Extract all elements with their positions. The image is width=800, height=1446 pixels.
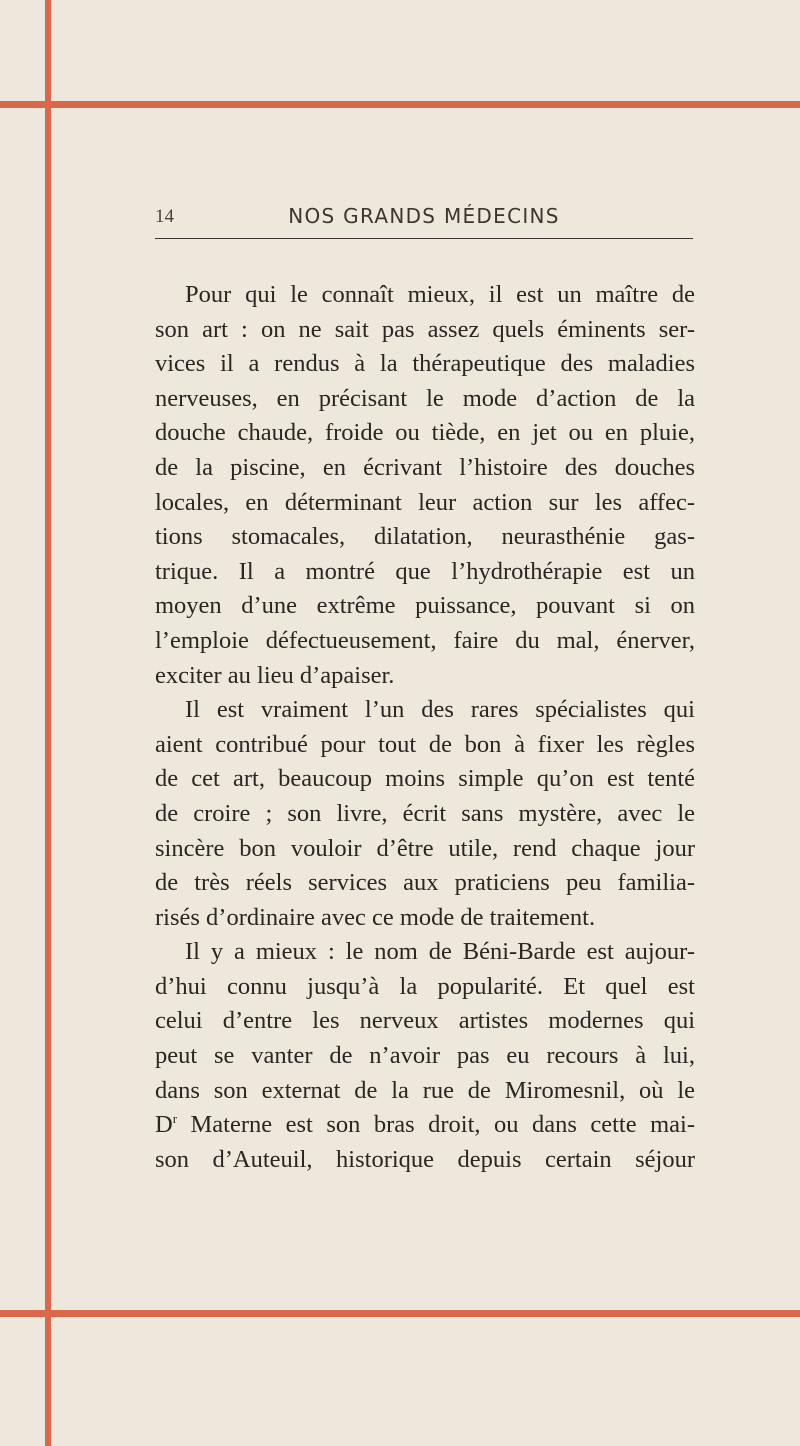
text-line: son d’Auteuil, historique depuis certain séjour — [155, 1145, 695, 1173]
bottom-margin-rule — [0, 1310, 800, 1317]
text-line: celui d’entre les nerveux artistes modernes qui — [155, 1007, 695, 1035]
text-line: d’hui connu jusqu’à la popularité. Et quel est — [155, 972, 695, 1000]
text-line: tions stomacales, dilatation, neurasthénie gas- — [155, 523, 695, 551]
text-line: nerveuses, en précisant le mode d’action de la — [155, 384, 695, 412]
text-dr-superscript: r — [172, 1111, 178, 1127]
text-line: de croire ; son livre, écrit sans mystère, avec le — [155, 799, 695, 827]
text-line: son art : on ne sait pas assez quels éminents ser- — [155, 315, 695, 343]
text-line: aient contribué pour tout de bon à fixer les règles — [155, 730, 695, 758]
page-number: 14 — [155, 206, 174, 227]
text-line: de la piscine, en écrivant l’histoire des douches — [155, 453, 695, 481]
text-line: risés d’ordinaire avec ce mode de traitement. — [155, 903, 596, 931]
text-line: moyen d’une extrême puissance, pouvant si on — [155, 592, 695, 620]
vertical-margin-rule — [45, 0, 51, 1446]
text-line: locales, en déterminant leur action sur les affec- — [155, 488, 695, 516]
text-line: vices il a rendus à la thérapeutique des maladies — [155, 350, 695, 378]
text-line: trique. Il a montré que l’hydrothérapie est un — [155, 557, 695, 585]
text-line: Il y a mieux : le nom de Béni-Barde est aujour- — [185, 938, 695, 966]
body-text — [155, 278, 695, 1177]
text-line: exciter au lieu d’apaiser. — [155, 661, 395, 689]
text-line: sincère bon vouloir d’être utile, rend chaque jour — [155, 834, 695, 862]
text-line: douche chaude, froide ou tiède, en jet ou en pluie, — [155, 419, 695, 447]
text-dr-prefix: D — [155, 1111, 173, 1139]
top-margin-rule — [0, 101, 800, 108]
text-line-rest: Materne est son bras droit, ou dans cette mai- — [177, 1111, 695, 1139]
text-line: peut se vanter de n’avoir pas eu recours à lui, — [155, 1042, 695, 1070]
text-line — [155, 1108, 695, 1143]
text-line: Il est vraiment l’un des rares spécialistes qui — [185, 696, 695, 724]
text-line: Pour qui le connaît mieux, il est un maître de — [185, 281, 695, 308]
text-line: de très réels services aux praticiens peu familia- — [155, 869, 695, 897]
running-head: NOS GRANDS MÉDECINS — [288, 204, 560, 228]
text-line: l’emploie défectueusement, faire du mal, énerver, — [155, 626, 695, 654]
text-line: dans son externat de la rue de Miromesnil, où le — [155, 1076, 695, 1104]
text-line: de cet art, beaucoup moins simple qu’on est tenté — [155, 765, 695, 793]
page-header — [155, 202, 693, 239]
